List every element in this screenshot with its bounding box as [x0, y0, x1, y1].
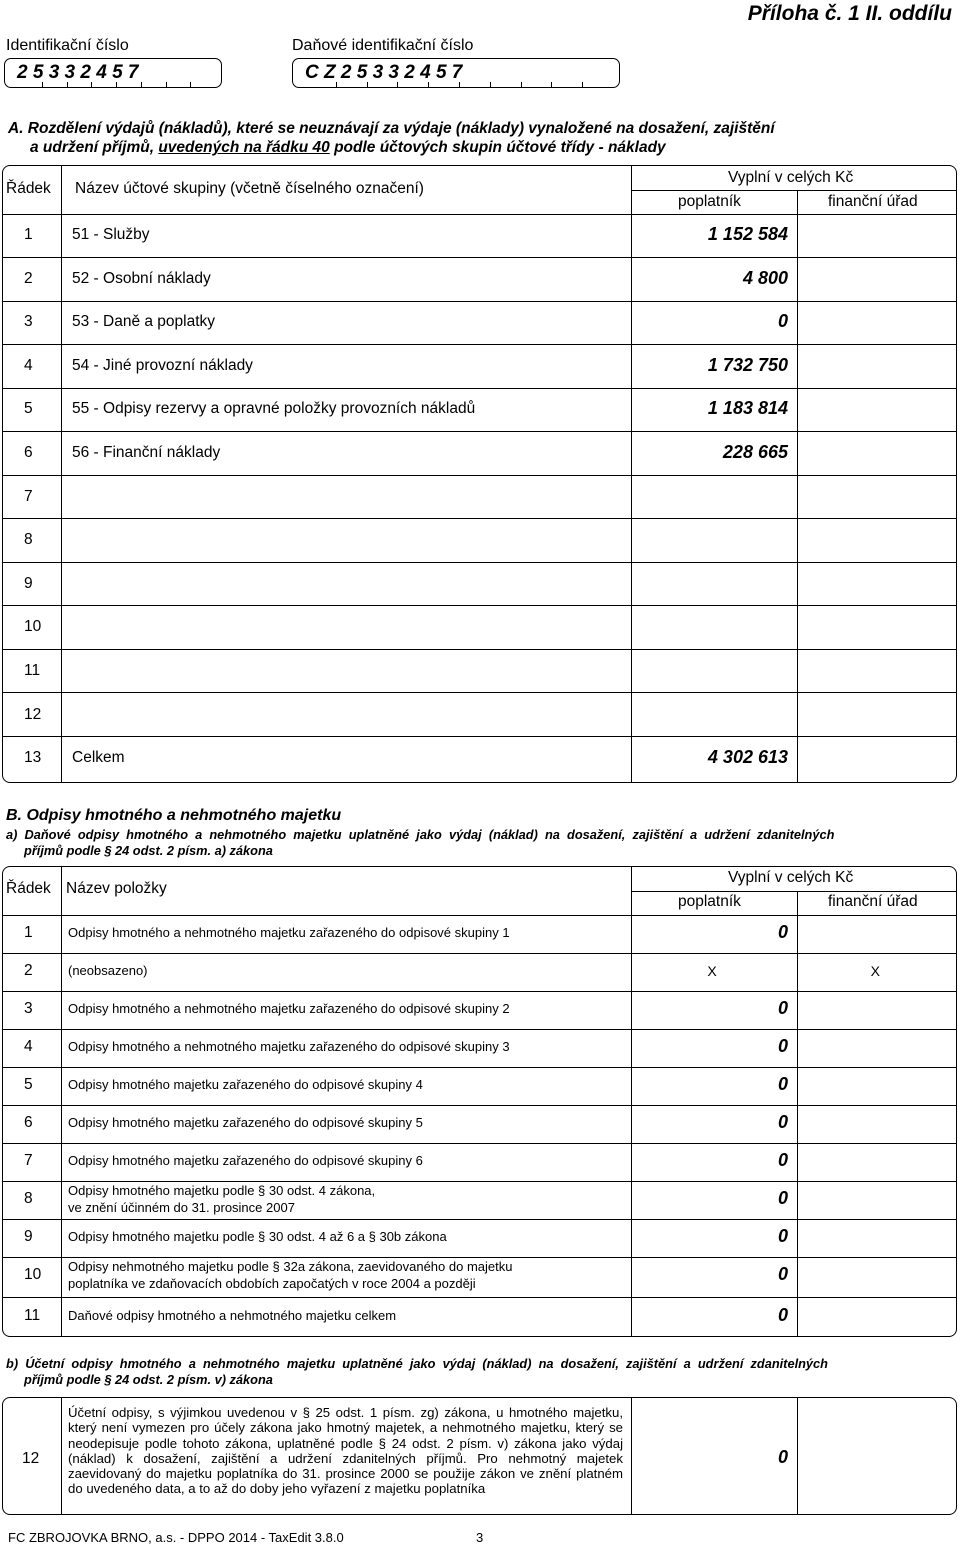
b-row-number: 6 — [24, 1114, 33, 1131]
row-name: 56 - Finanční náklady — [72, 444, 221, 461]
digit-separator — [67, 82, 68, 87]
ic-field[interactable] — [4, 58, 222, 88]
row-number: 9 — [24, 574, 33, 592]
b-row-value-payer[interactable]: 0 — [777, 1074, 788, 1094]
b-row-number: 10 — [24, 1266, 42, 1283]
b-row-name: Odpisy hmotného majetku zařazeného do odpisové skupiny 4 — [68, 1077, 423, 1092]
row-value-payer[interactable]: 4 302 613 — [707, 747, 788, 768]
b-row-number: 1 — [24, 924, 33, 941]
row-number: 4 — [24, 356, 33, 374]
b-col-header-name: Název položky — [66, 880, 167, 897]
digit-separator — [490, 82, 491, 87]
row-name: 53 - Daně a poplatky — [72, 313, 216, 331]
row-number: 1 — [24, 226, 33, 243]
digit-separator — [166, 82, 167, 87]
row-number: 8 — [24, 531, 33, 549]
b-row-value-payer[interactable]: X — [707, 963, 717, 979]
section-b-a-line2: příjmů podle § 24 odst. 2 písm. a) zákona — [24, 843, 273, 858]
b-row-name: Daňové odpisy hmotného a nehmotného majetku celkem — [68, 1308, 397, 1323]
row-name: 55 - Odpisy rezervy a opravné položky provozních nákladů — [72, 400, 476, 418]
b-row-name-line2: ve znění účinném do 31. prosince 2007 — [68, 1200, 295, 1215]
row-value-payer[interactable]: 228 665 — [722, 442, 788, 462]
page-title: Příloha č. 1 II. oddílu — [747, 2, 952, 25]
digit-separator — [141, 82, 142, 87]
row-number: 6 — [24, 444, 33, 461]
section-a-title-underlined: uvedených na řádku 40 — [158, 139, 330, 156]
section-b-b-line2: příjmů podle § 24 odst. 2 písm. v) zákona — [24, 1372, 273, 1387]
row-number: 11 — [24, 662, 41, 679]
b-row-value-payer[interactable]: 0 — [777, 1036, 788, 1056]
footer-page-number: 3 — [476, 1530, 484, 1545]
b-row-value-payer[interactable]: 0 — [777, 1112, 788, 1132]
b-col-header-payer: poplatník — [678, 893, 741, 910]
b-row-value-payer[interactable]: 0 — [777, 1226, 788, 1246]
b-row-number: 2 — [24, 962, 33, 979]
b-col-header-fill: Vyplní v celých Kč — [728, 869, 854, 886]
section-b-b-line1: b) Účetní odpisy hmotného a nehmotného majetku uplatněné jako výdaj (náklad) na dosažení, zajištění a udržení zdanitelných — [6, 1356, 828, 1371]
digit-separator — [42, 82, 43, 87]
digit-separator — [336, 82, 337, 87]
footer-text: FC ZBROJOVKA BRNO, a.s. - DPPO 2014 - TaxEdit 3.8.0 — [8, 1530, 344, 1545]
b-row-name-line2: poplatníka ve zdaňovacích obdobích započatých v roce 2004 a později — [68, 1276, 476, 1291]
ic-label: Identifikační číslo — [6, 37, 129, 54]
digit-separator — [428, 82, 429, 87]
b-row-value-payer[interactable]: 0 — [777, 922, 788, 942]
section-a-title-post: podle účtových skupin účtové třídy - náklady — [329, 139, 666, 156]
row-number: 3 — [24, 313, 33, 331]
row-number: 12 — [24, 705, 42, 723]
digit-separator — [582, 82, 583, 87]
row-number: 2 — [24, 269, 33, 287]
b-row-number: 7 — [24, 1152, 33, 1169]
col-header-row: Řádek — [6, 180, 51, 197]
row-name: 54 - Jiné provozní náklady — [72, 356, 253, 374]
row-name: Celkem — [72, 749, 125, 767]
row-number: 10 — [24, 618, 42, 636]
row-value-payer[interactable]: 1 183 814 — [707, 398, 788, 419]
section-b-title: B. Odpisy hmotného a nehmotného majetku — [6, 807, 342, 824]
b-row-name: Odpisy hmotného a nehmotného majetku zařazeného do odpisové skupiny 1 — [68, 925, 510, 940]
b-col-header-row: Řádek — [6, 880, 51, 897]
digit-separator — [116, 82, 117, 87]
dic-value: C Z 2 5 3 3 2 4 5 7 — [305, 62, 463, 83]
b-row-number: 11 — [24, 1307, 41, 1324]
row12-description: Účetní odpisy, s výjimkou uvedenou v § 25 odst. 1 písm. zg) zákona, u hmotného majetku, který není vymezen pro účely zákona jako hmotný majetek, a nehmotného majetku, který se neodepisuje podle tohoto zákona, uplatněné podle § 24 odst. 2 písm. v) zákona jako výdaj (náklad) k dosažení, zajištění a udržení zdanitelných příjmů. Pro nehmotný majetek zaevidovaný do majetku poplatníka do 31. prosince 2000 se použije zákon ve znění platném do uvedeného data, a to až do doby jeho vyřazení z majetku poplatníka — [68, 1405, 623, 1497]
b-row-number: 3 — [24, 1000, 33, 1017]
section-b-a-line1: a) Daňové odpisy hmotného a nehmotného majetku uplatněné jako výdaj (náklad) na dosažení, zajištění a udržení zdanitelných — [6, 827, 835, 842]
col-header-name: Název účtové skupiny (včetně číselného označení) — [75, 180, 424, 197]
row-number: 13 — [24, 749, 42, 767]
b-row-value-payer[interactable]: 0 — [777, 1305, 788, 1325]
b-row-number: 5 — [24, 1076, 33, 1093]
digit-separator — [367, 82, 368, 87]
digit-separator — [190, 82, 191, 87]
row-name: 51 - Služby — [72, 226, 150, 243]
col-header-office: finanční úřad — [828, 193, 918, 210]
digit-separator — [91, 82, 92, 87]
dic-field[interactable] — [292, 58, 620, 88]
row-value-payer[interactable]: 0 — [777, 311, 788, 332]
digit-separator — [551, 82, 552, 87]
ic-value: 2 5 3 3 2 4 5 7 — [17, 62, 139, 83]
dic-label: Daňové identifikační číslo — [292, 37, 474, 54]
b-row-number: 4 — [24, 1038, 33, 1055]
row12-number: 12 — [22, 1450, 40, 1467]
b-row-name: Odpisy hmotného a nehmotného majetku zařazeného do odpisové skupiny 3 — [68, 1039, 510, 1054]
col-header-fill: Vyplní v celých Kč — [728, 169, 854, 186]
b-row-value-payer[interactable]: 0 — [777, 1150, 788, 1170]
digit-separator — [521, 82, 522, 87]
b-row-name: Odpisy hmotného majetku podle § 30 odst. 4 zákona, — [68, 1183, 376, 1198]
row-value-payer[interactable]: 1 152 584 — [707, 224, 788, 244]
section-a-title-pre: a udržení příjmů, — [30, 139, 159, 156]
b-col-header-office: finanční úřad — [828, 893, 918, 910]
section-a-table — [2, 165, 957, 783]
b-row-name: Odpisy hmotného majetku zařazeného do odpisové skupiny 5 — [68, 1115, 423, 1130]
b-row-value-office[interactable]: X — [870, 963, 880, 979]
digit-separator — [459, 82, 460, 87]
b-row-name: (neobsazeno) — [68, 963, 148, 978]
row-name: 52 - Osobní náklady — [72, 269, 211, 287]
row-value-payer[interactable]: 1 732 750 — [707, 354, 788, 375]
b-row-name: Odpisy hmotného a nehmotného majetku zařazeného do odpisové skupiny 2 — [68, 1001, 510, 1016]
b-row-name: Odpisy hmotného majetku podle § 30 odst. 4 až 6 a § 30b zákona — [68, 1229, 447, 1244]
col-header-payer: poplatník — [678, 193, 741, 210]
row-number: 7 — [24, 487, 33, 505]
b-row-name: Odpisy hmotného majetku zařazeného do odpisové skupiny 6 — [68, 1153, 423, 1168]
digit-separator — [397, 82, 398, 87]
b-row-value-payer[interactable]: 0 — [777, 1188, 788, 1208]
section-a-title-line2 — [30, 138, 666, 157]
row-value-payer[interactable]: 4 800 — [742, 267, 788, 288]
b-row-value-payer[interactable]: 0 — [777, 998, 788, 1018]
b-row-name: Odpisy nehmotného majetku podle § 32a zákona, zaevidovaného do majetku — [68, 1259, 513, 1274]
section-a-title-line1: A. Rozdělení výdajů (nákladů), které se neuznávají za výdaje (náklady) vynaložené na dosažení, zajištění — [8, 120, 775, 137]
row12-value[interactable]: 0 — [777, 1447, 788, 1467]
b-row-number: 9 — [24, 1228, 33, 1245]
b-row-value-payer[interactable]: 0 — [777, 1264, 788, 1284]
b-row-number: 8 — [24, 1190, 33, 1207]
row-number: 5 — [24, 400, 33, 418]
